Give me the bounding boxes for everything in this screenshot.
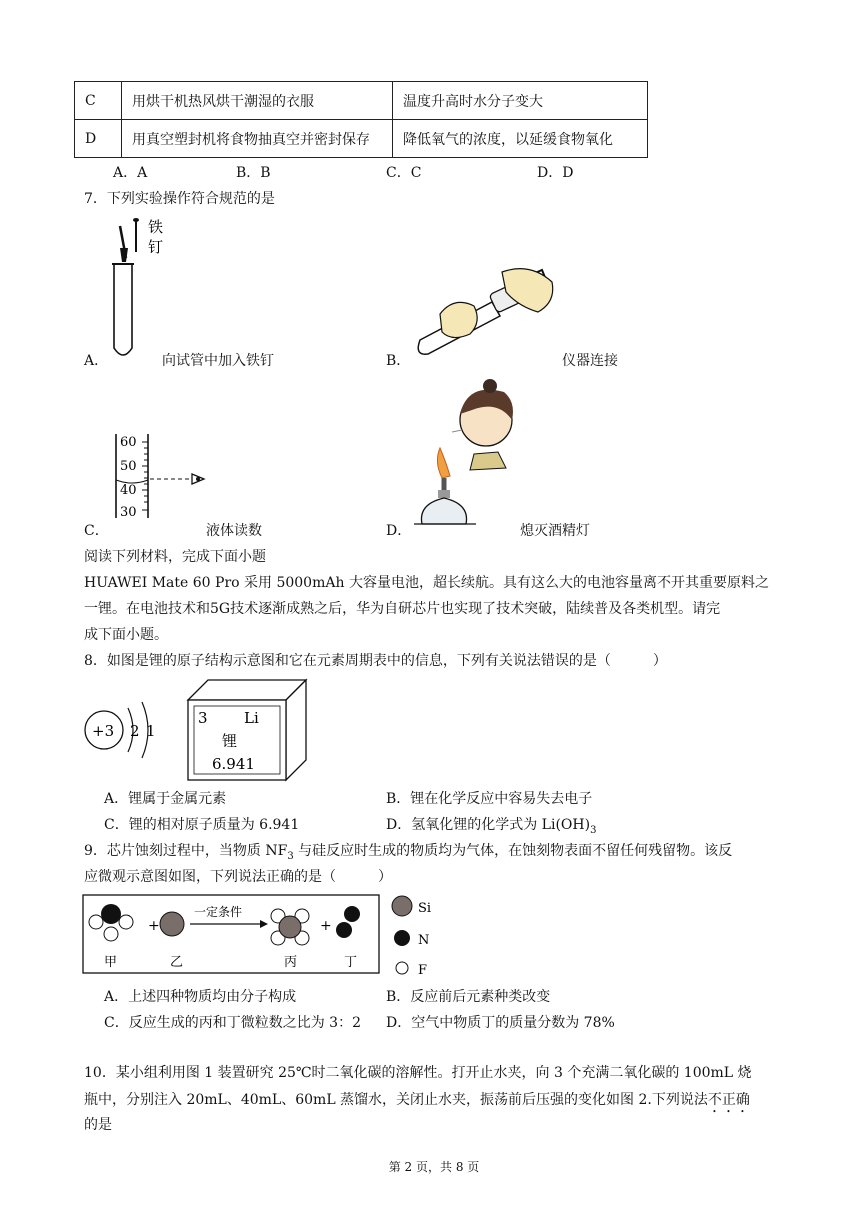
element-symbol: Li bbox=[244, 709, 259, 727]
q9-option-a: A．上述四种物质均由分子构成 bbox=[104, 989, 297, 1005]
q9-option-c: C．反应生成的丙和丁微粒数之比为 3：2 bbox=[104, 1015, 361, 1031]
choice-b: B．B bbox=[236, 165, 271, 181]
nucleus-charge: +3 bbox=[92, 722, 115, 740]
q7-d-letter: D． bbox=[386, 523, 412, 539]
q9-option-d: D．空气中物质丁的质量分数为 78% bbox=[386, 1015, 615, 1031]
tick-50: 50 bbox=[120, 459, 137, 474]
row-letter: D bbox=[75, 120, 122, 158]
q9-option-b: B．反应前后元素种类改变 bbox=[386, 989, 551, 1005]
label-ding: 丁 bbox=[344, 955, 358, 970]
legend-si: Si bbox=[418, 901, 432, 916]
element-name: 锂 bbox=[222, 732, 238, 750]
q7-a-letter: A． bbox=[84, 353, 109, 369]
q10-line-1: 10．某小组利用图 1 装置研究 25℃时二氧化碳的溶解性。打开止水夹，向 3 个充满二氧化碳的 100mL 烧 bbox=[84, 1065, 752, 1081]
q7-a-text: 向试管中加入铁钉 bbox=[162, 353, 274, 369]
tick-30: 30 bbox=[120, 505, 137, 520]
legend-n: N bbox=[418, 933, 430, 948]
row-letter: C bbox=[75, 82, 122, 120]
row-explain: 降低氧气的浓度，以延缓食物氧化 bbox=[393, 120, 648, 158]
plus-sign: + bbox=[148, 918, 160, 934]
tick-40: 40 bbox=[120, 483, 137, 498]
choice-c: C．C bbox=[386, 165, 422, 181]
graduated-cylinder-figure bbox=[112, 432, 212, 520]
atom-legend bbox=[392, 894, 452, 980]
label-jia: 甲 bbox=[104, 955, 118, 970]
row-action: 用真空塑封机将食物抽真空并密封保存 bbox=[122, 120, 393, 158]
shell-2-electrons: 1 bbox=[146, 722, 156, 740]
q8-option-b: B．锂在化学反应中容易失去电子 bbox=[386, 791, 593, 807]
atomic-number: 3 bbox=[198, 709, 208, 727]
q7-stem: 7．下列实验操作符合规范的是 bbox=[84, 191, 275, 207]
q8-stem: 8．如图是锂的原子结构示意图和它在元素周期表中的信息，下列有关说法错误的是（ ） bbox=[84, 653, 667, 669]
tick-60: 60 bbox=[120, 435, 137, 450]
q8-option-c: C．锂的相对原子质量为 6.941 bbox=[104, 817, 300, 833]
label-yi: 乙 bbox=[170, 955, 184, 970]
q8-option-d: D．氢氧化锂的化学式为 $Li(OH)_3$ bbox=[386, 817, 597, 836]
instrument-connection-figure bbox=[410, 262, 560, 362]
reading-line-1: HUAWEI Mate 60 Pro 采用 5000mAh 大容量电池，超长续航。具有这么大的电池容量离不开其重要原料之 bbox=[84, 575, 769, 591]
reading-intro: 阅读下列材料，完成下面小题 bbox=[84, 549, 266, 565]
q10-line-3: 的是 bbox=[84, 1117, 112, 1133]
choice-d: D．D bbox=[537, 165, 574, 181]
shell-1-electrons: 2 bbox=[130, 722, 140, 740]
q10-line-2: 瓶中，分别注入 20mL、40mL、60mL 蒸馏水，关闭止水夹，振荡前后压强的变化如图 2.下列说法不正确 bbox=[84, 1092, 750, 1108]
atomic-mass: 6.941 bbox=[212, 755, 255, 773]
nail-label-2: 钉 bbox=[148, 238, 164, 256]
alcohol-lamp-figure bbox=[412, 378, 522, 528]
label-bing: 丙 bbox=[284, 955, 298, 970]
choice-a: A．A bbox=[113, 165, 148, 181]
table-row bbox=[75, 82, 648, 120]
q9-stem-2: 应微观示意图如图，下列说法正确的是（ ） bbox=[84, 869, 392, 885]
atom-si bbox=[160, 912, 184, 936]
periodic-table-cell bbox=[180, 676, 310, 786]
lithium-atom-diagram bbox=[84, 696, 164, 766]
row-action: 用烘干机热风烘干潮湿的衣服 bbox=[122, 82, 393, 120]
table-row bbox=[75, 120, 648, 158]
reading-line-3: 成下面小题。 bbox=[84, 627, 168, 643]
options-table bbox=[74, 81, 648, 158]
q7-d-text: 熄灭酒精灯 bbox=[520, 523, 590, 539]
q7-c-letter: C． bbox=[84, 523, 109, 539]
q9-stem-1: 9．芯片蚀刻过程中，当物质 $NF_3$ 与硅反应时生成的物质均为气体，在蚀刻物表面不留任何残留物。该反 bbox=[84, 843, 733, 862]
q8-option-a: A．锂属于金属元素 bbox=[104, 791, 227, 807]
reaction-diagram bbox=[82, 894, 382, 976]
nail-label-1: 铁 bbox=[148, 218, 164, 236]
reading-line-2: 一锂。在电池技术和5G技术逐渐成熟之后，华为自研芯片也实现了技术突破，陆续普及各类机型。请完 bbox=[84, 601, 721, 617]
row-explain: 温度升高时水分子变大 bbox=[393, 82, 648, 120]
legend-f: F bbox=[418, 963, 428, 978]
q7-c-text: 液体读数 bbox=[206, 523, 262, 539]
plus-sign-2: + bbox=[320, 918, 332, 934]
q7-b-letter: B． bbox=[386, 353, 411, 369]
emphasis-text: 不正确 bbox=[707, 1092, 750, 1108]
reaction-condition: 一定条件 bbox=[194, 905, 243, 919]
q7-b-text: 仪器连接 bbox=[562, 353, 618, 369]
page-footer: 第 2 页，共 8 页 bbox=[388, 1160, 480, 1174]
test-tube-nail-figure bbox=[108, 218, 168, 363]
